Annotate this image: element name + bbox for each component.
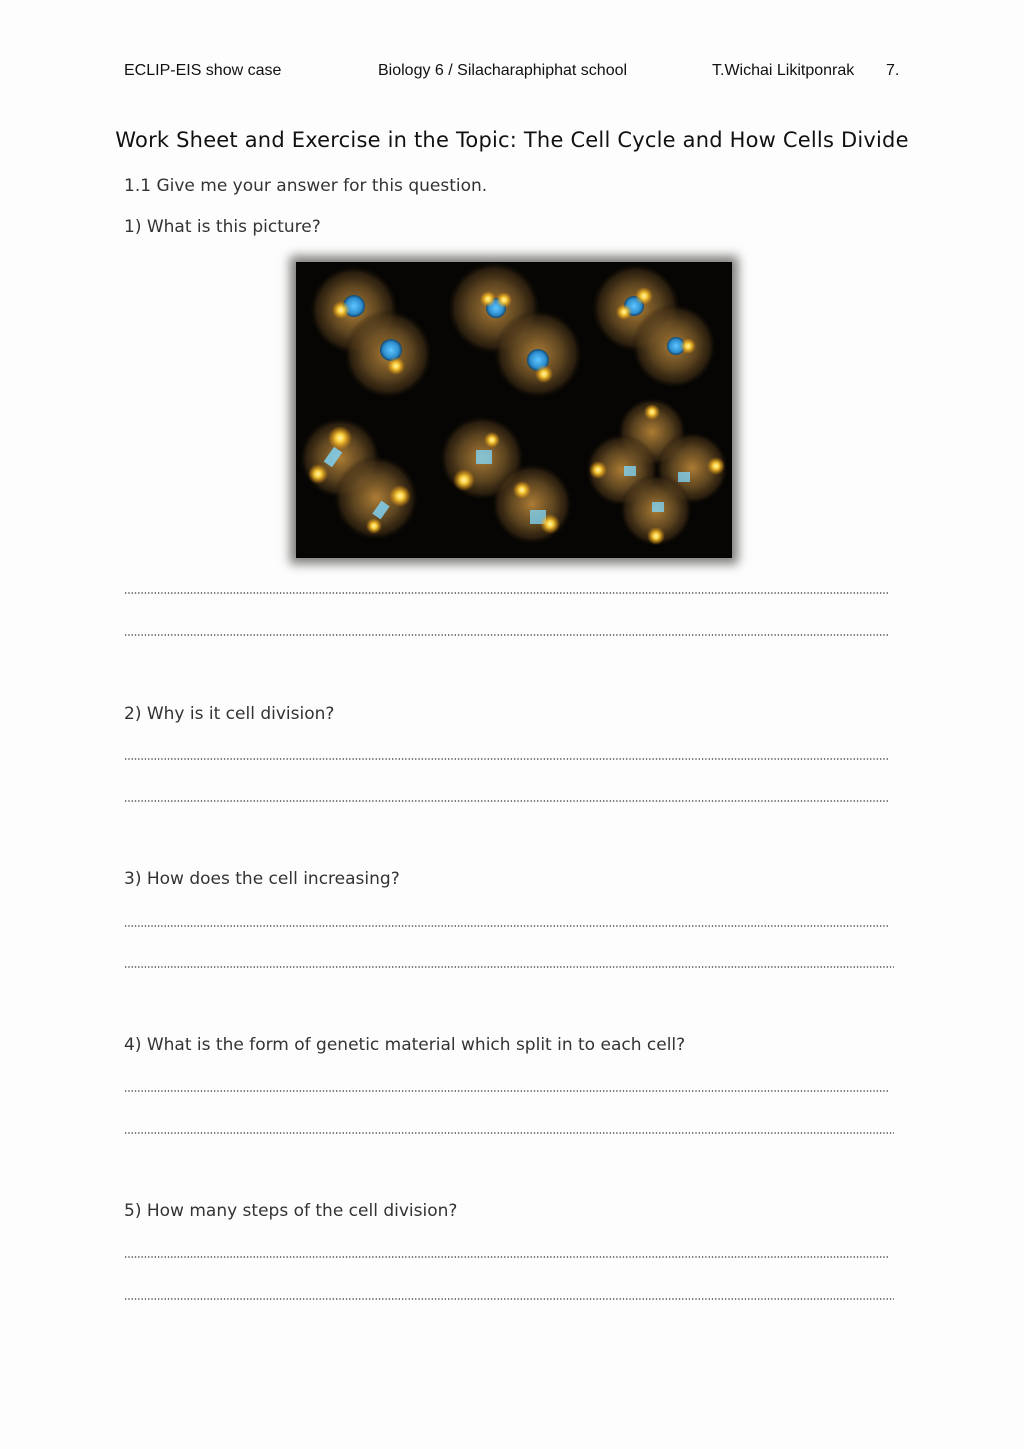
answer-line[interactable]: [124, 966, 894, 968]
header-center: Biology 6 / Silacharaphiphat school: [378, 62, 628, 79]
header-left: ECLIP-EIS show case: [124, 62, 282, 79]
answer-line[interactable]: [124, 1132, 894, 1134]
answer-line[interactable]: [124, 1298, 894, 1300]
cell-division-micrograph: [296, 262, 732, 558]
micrograph-image: [296, 262, 732, 558]
page-number: 7.: [886, 62, 900, 79]
question-4: 4) What is the form of genetic material which split in to each cell?: [124, 1035, 686, 1055]
answer-line[interactable]: [124, 1256, 889, 1258]
answer-line[interactable]: [124, 758, 889, 760]
instruction-text: 1.1 Give me your answer for this question.: [124, 176, 488, 196]
header-author: T.Wichai Likitponrak: [712, 62, 855, 79]
answer-line[interactable]: [124, 1090, 889, 1092]
answer-line[interactable]: [124, 925, 889, 927]
answer-line[interactable]: [124, 634, 889, 636]
question-1: 1) What is this picture?: [124, 217, 321, 237]
question-5: 5) How many steps of the cell division?: [124, 1201, 458, 1221]
answer-line[interactable]: [124, 592, 889, 594]
answer-line[interactable]: [124, 800, 889, 802]
page-header: [124, 62, 904, 84]
question-3: 3) How does the cell increasing?: [124, 869, 400, 889]
worksheet-title: Work Sheet and Exercise in the Topic: The Cell Cycle and How Cells Divide: [115, 128, 909, 152]
question-2: 2) Why is it cell division?: [124, 704, 335, 724]
